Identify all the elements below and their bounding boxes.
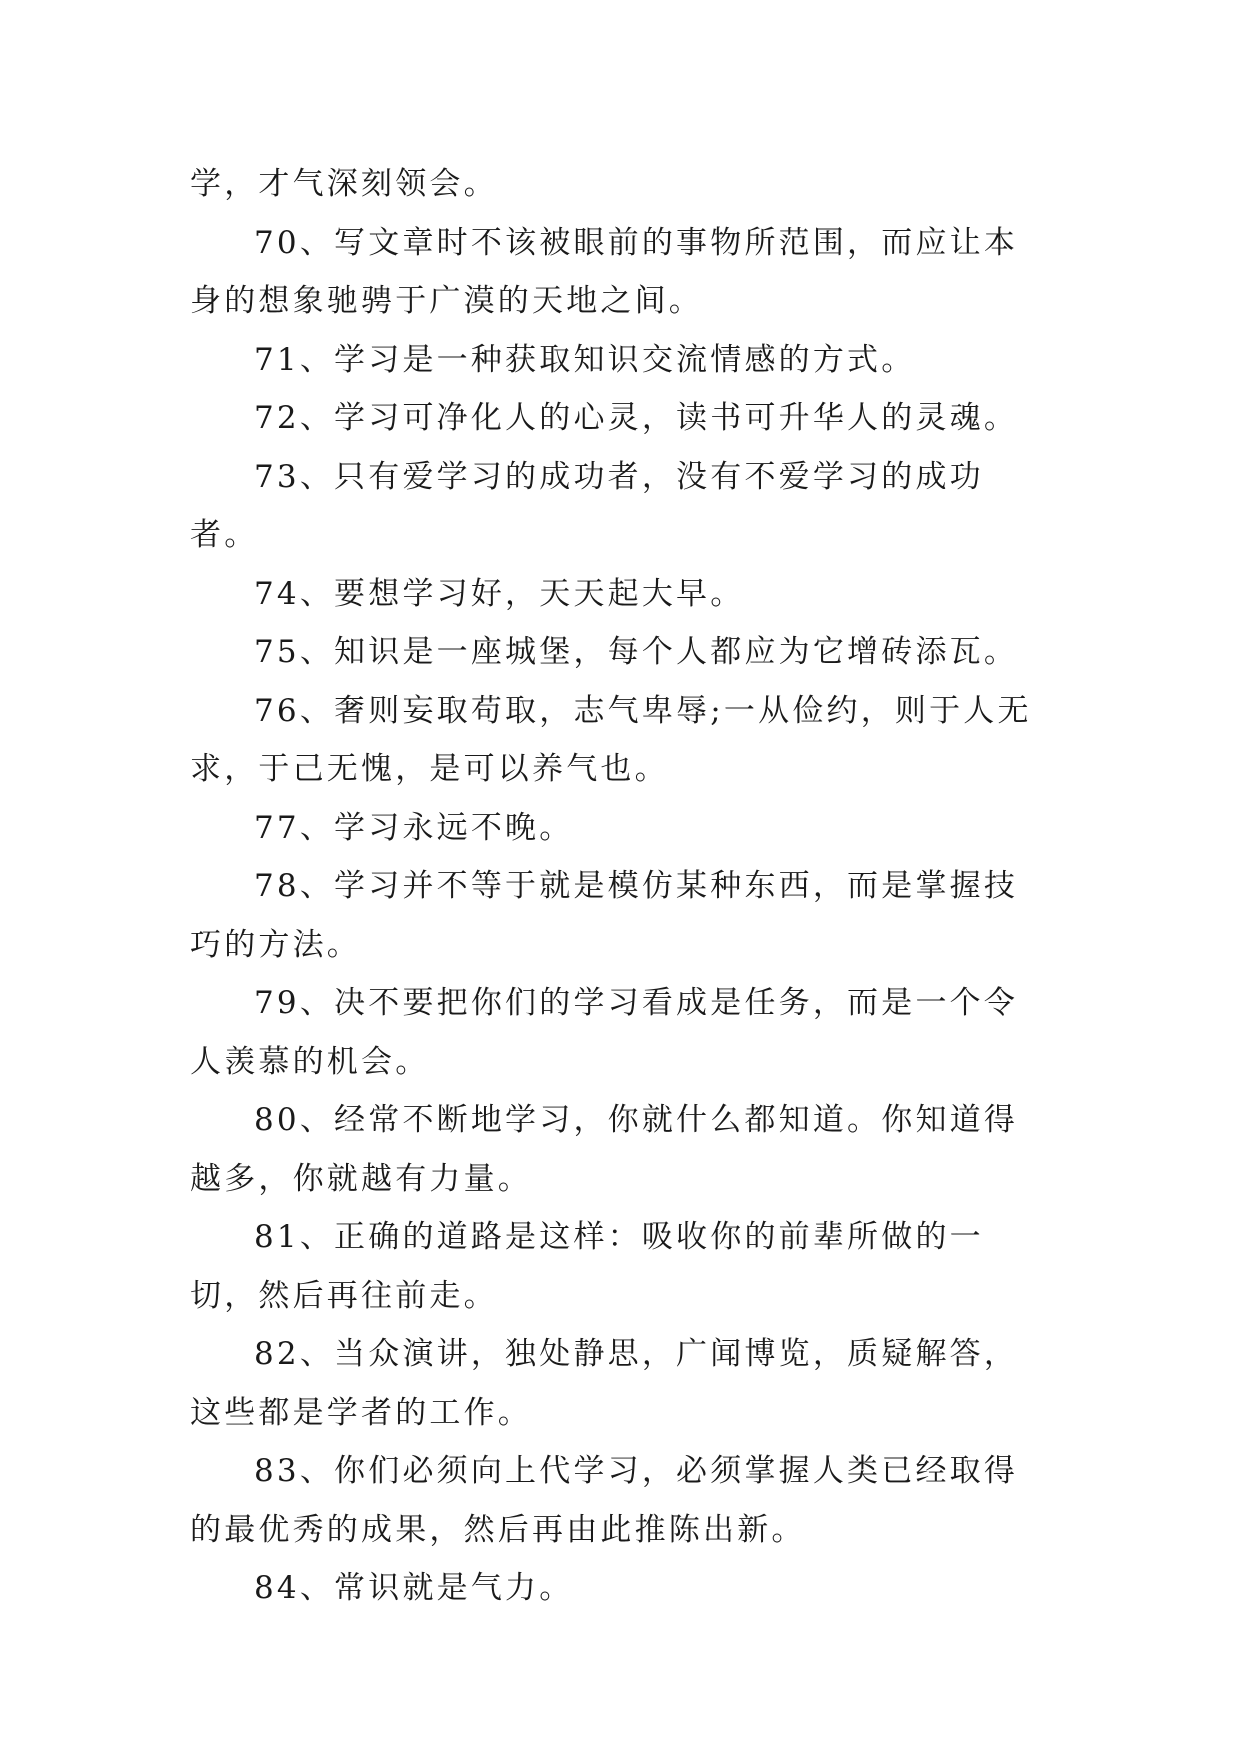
paragraph-continuation: 学，才气深刻领会。	[190, 166, 498, 202]
paragraph-70: 70、写文章时不该被眼前的事物所范围，而应让本身的想象驰骋于广漠的天地之间。	[190, 224, 1019, 319]
paragraph-83: 83、你们必须向上代学习，必须掌握人类已经取得的最优秀的成果，然后再由此推陈出新。	[190, 1453, 1019, 1548]
paragraph-72: 72、学习可净化人的心灵，读书可升华人的灵魂。	[254, 400, 1019, 436]
paragraph-75: 75、知识是一座城堡，每个人都应为它增砖添瓦。	[254, 634, 1019, 670]
paragraph-73: 73、只有爱学习的成功者，没有不爱学习的成功者。	[190, 458, 984, 553]
paragraph-80: 80、经常不断地学习，你就什么都知道。你知道得越多，你就越有力量。	[190, 1102, 1019, 1197]
paragraph-78: 78、学习并不等于就是模仿某种东西，而是掌握技巧的方法。	[190, 868, 1019, 963]
paragraph-77: 77、学习永远不晚。	[254, 809, 574, 846]
paragraph-76: 76、奢则妄取苟取，志气卑辱;一从俭约，则于人无求，于己无愧，是可以养气也。	[190, 692, 1032, 787]
paragraph-84: 84、常识就是气力。	[254, 1570, 574, 1606]
paragraph-71: 71、学习是一种获取知识交流情感的方式。	[254, 341, 916, 378]
paragraph-74: 74、要想学习好，天天起大早。	[254, 575, 745, 612]
paragraph-82: 82、当众演讲，独处静思，广闻博览，质疑解答，这些都是学者的工作。	[190, 1336, 1019, 1431]
paragraph-81: 81、正确的道路是这样：吸收你的前辈所做的一切，然后再往前走。	[190, 1219, 984, 1314]
document-body	[190, 155, 1050, 1618]
paragraph-79: 79、决不要把你们的学习看成是任务，而是一个令人羡慕的机会。	[190, 985, 1019, 1080]
